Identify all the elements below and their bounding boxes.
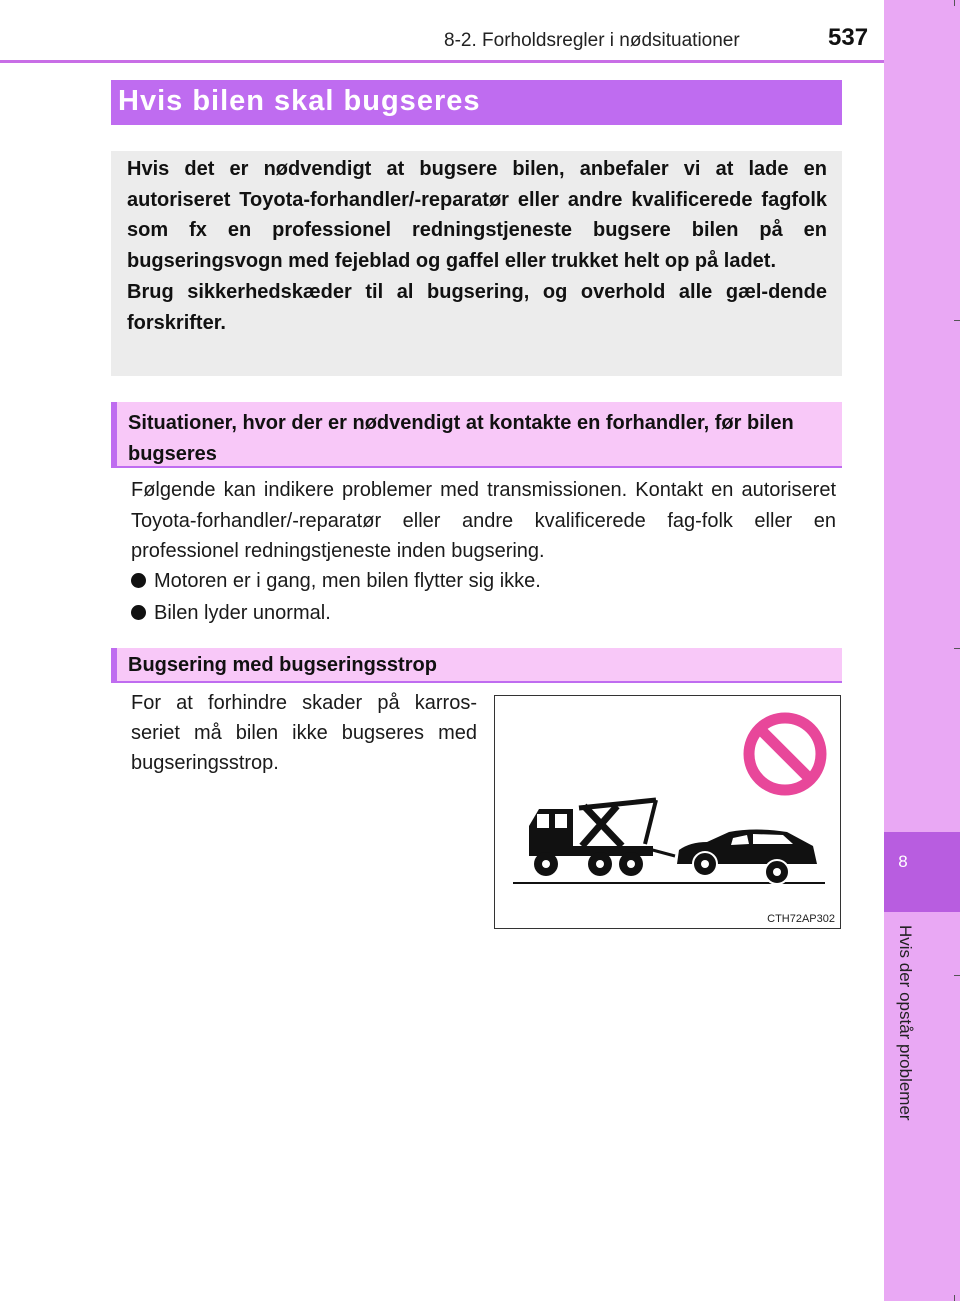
crop-mark (954, 320, 960, 321)
page-number: 537 (828, 24, 869, 51)
chapter-side-tab-active (884, 832, 960, 912)
notice-paragraph: Hvis det er nødvendigt at bugsere bilen, anbefaler vi at lade en autoriseret Toyota-forhandler/-reparatør eller andre kvalificerede fagfolk som fx en professionel redningstjeneste bugsere bilen på en bugseringsvogn med fejeblad og gaffel eller trukket helt op på ladet. (127, 158, 827, 273)
section-body-strap: For at forhindre skader på karros-seriet må bilen ikke bugseres med bugseringsstrop. (131, 692, 477, 774)
crop-mark (954, 648, 960, 649)
page-title: Hvis bilen skal bugseres (118, 85, 481, 117)
bullet-dot-icon (131, 605, 146, 620)
notice-text (127, 154, 827, 338)
prohibition-icon (749, 718, 821, 790)
chapter-number: 8 (898, 852, 908, 871)
towed-car (677, 830, 817, 885)
section-body-dealer: Følgende kan indikere problemer med transmissionen. Kontakt en autoriseret Toyota-forhandler/-reparatør eller andre kvalificerede fag-folk eller en professionel redningstjeneste inden bugsering. (131, 479, 836, 562)
section-heading-text: Situationer, hvor der er nødvendigt at kontakte en forhandler, før bilen bugseres (128, 412, 794, 465)
section-heading-dealer (111, 402, 842, 468)
crop-mark (954, 975, 960, 976)
list-item (131, 570, 541, 593)
list-item-text: Bilen lyder unormal. (154, 602, 331, 624)
section-heading-text: Bugsering med bugseringsstrop (128, 654, 437, 676)
section-heading-strap (111, 648, 842, 683)
figure-code: CTH72AP302 (767, 913, 835, 925)
crop-mark (954, 0, 955, 6)
tow-strap-drawing (495, 696, 842, 930)
list-item-text: Motoren er i gang, men bilen flytter sig ikke. (154, 570, 541, 592)
crop-mark (954, 1295, 955, 1301)
chapter-title: Hvis der opstår problemer (896, 925, 915, 1121)
tow-truck (529, 800, 675, 876)
header-section-title: 8-2. Forholdsregler i nødsituationer (444, 30, 740, 51)
notice-paragraph: Brug sikkerhedskæder til al bugsering, og overhold alle gæl-dende forskrifter. (127, 280, 827, 334)
bullet-dot-icon (131, 573, 146, 588)
tow-strap-illustration (494, 695, 841, 929)
header-divider (0, 60, 884, 63)
list-item (131, 602, 331, 625)
